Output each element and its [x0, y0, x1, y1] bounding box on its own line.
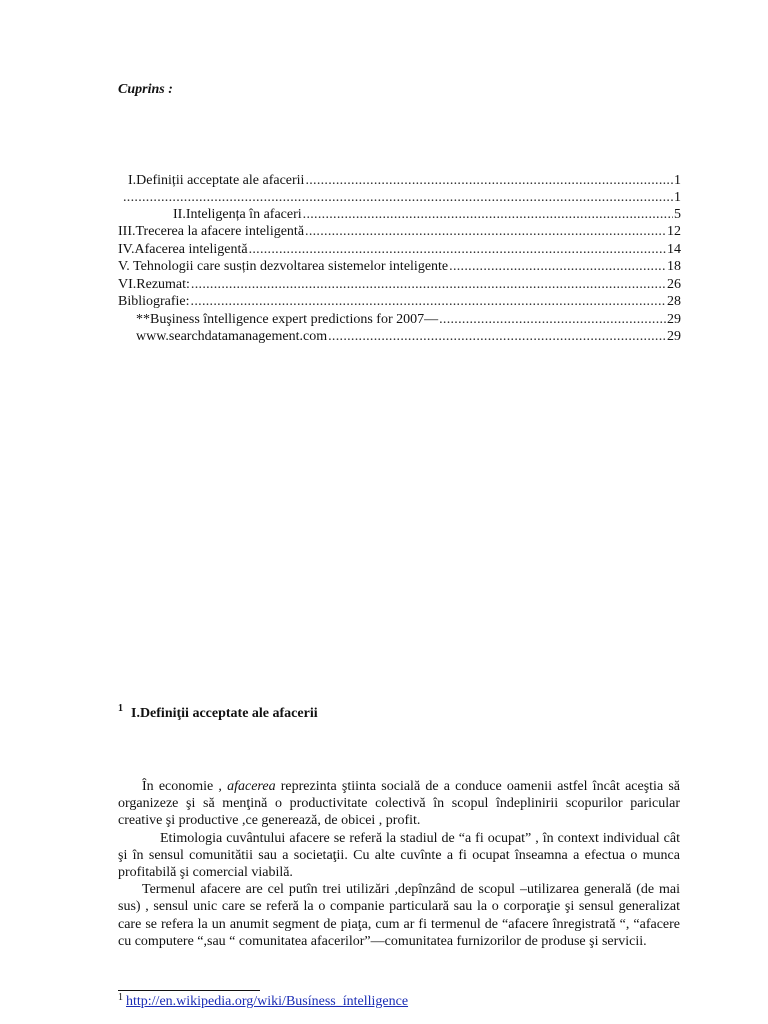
toc-entry-page: 5 [674, 207, 681, 222]
footnote-separator [118, 990, 260, 991]
emphasized-term: afacerea [227, 779, 276, 794]
paragraph-text: În economie , [142, 779, 228, 794]
toc-entry[interactable] [173, 206, 681, 223]
toc-leader [439, 311, 666, 328]
toc-entry-text: II.Inteligența în afaceri [173, 207, 302, 222]
toc-entry-text: I.Definiții acceptate ale afacerii [128, 173, 305, 188]
toc-entry[interactable] [118, 276, 681, 293]
toc-entry[interactable] [118, 258, 681, 275]
toc-entry-page: 1 [674, 173, 681, 188]
toc-leader [249, 241, 666, 258]
toc-entry-text: III.Trecerea la afacere inteligentă [118, 224, 305, 239]
section-title: I.Definiţii acceptate ale afacerii [131, 706, 318, 721]
toc-entry-text: VI.Rezumat: [118, 277, 190, 292]
toc-entry[interactable] [118, 293, 681, 310]
toc-entry-page: 29 [667, 329, 681, 344]
footnote-link[interactable]: http://en.wikipedia.org/wiki/Busíness_íntelligence [126, 994, 409, 1009]
toc-entry[interactable] [136, 311, 681, 328]
paragraph-text: reprezinta ştiinta socială de a conduce oamenii astfel încât aceştia să organizeze şi să menţină o productivitate colectivă în scopul îndeplinirii scopurilor paricular creative şi productive ,ce generează, de obicei , profit. [118, 779, 680, 829]
footnote-number: 1 [118, 992, 123, 1003]
toc-entry[interactable] [118, 223, 681, 240]
toc-entry-text: **Buşiness întelligence expert predictions for 2007— [136, 312, 439, 327]
toc-entry[interactable] [128, 172, 681, 189]
toc-title: Cuprins : [118, 82, 173, 97]
paragraph [118, 778, 680, 830]
toc-entry-text: Bibliografie: [118, 294, 190, 309]
toc-entry-page: 18 [667, 259, 681, 274]
body-text [118, 778, 680, 950]
toc-entry-page: 14 [667, 242, 681, 257]
toc-leader [191, 276, 666, 293]
toc-leader [123, 189, 673, 206]
paragraph: Termenul afacere are cel putîn trei utilizări ,depînzând de scopul –utilizarea generală (de mai sus) , sensul unic care se referă la o companie particulară sau la o corporaţie şi sensul generalizat care se refera la un anumit segment de piaţa, cum ar fi termenul de “afacere înregistrată “, “afacere cu computere “,sau “ comunitatea afacerilor”—comunitatea furnizorilor de produse şi servicii. [118, 882, 680, 949]
footnote-marker[interactable]: 1 [118, 703, 123, 714]
toc-leader [303, 206, 673, 223]
toc-entry-page: 29 [667, 312, 681, 327]
toc-entry-page: 28 [667, 294, 681, 309]
toc-entry-text: V. Tehnologii care susțin dezvoltarea sistemelor inteligente [118, 259, 449, 274]
toc-entry-page: 1 [674, 190, 681, 205]
toc-entry-page: 12 [667, 224, 681, 239]
paragraph: Etimologia cuvântului afacere se referă la stadiul de “a fi ocupat” , în context individual cât şi în sensul comunitătii sau a societaţii. Cu alte cuvînte a fi ocupat înseamna a efectua o munca profitabilă şi comercial viabilă. [118, 830, 680, 881]
toc-entry-text: www.searchdatamanagement.com [136, 329, 328, 344]
toc-entry-page: 26 [667, 277, 681, 292]
toc-entry-text: IV.Afacerea inteligentă [118, 242, 248, 257]
toc-entry[interactable] [122, 189, 681, 206]
section-heading [118, 703, 318, 722]
toc-entry[interactable] [136, 328, 681, 345]
toc-leader [305, 172, 673, 189]
toc-entry[interactable] [118, 241, 681, 258]
toc-leader [305, 223, 666, 240]
toc-leader [191, 293, 666, 310]
toc-leader [328, 328, 666, 345]
toc-leader [449, 258, 666, 275]
footnote [118, 992, 408, 1010]
